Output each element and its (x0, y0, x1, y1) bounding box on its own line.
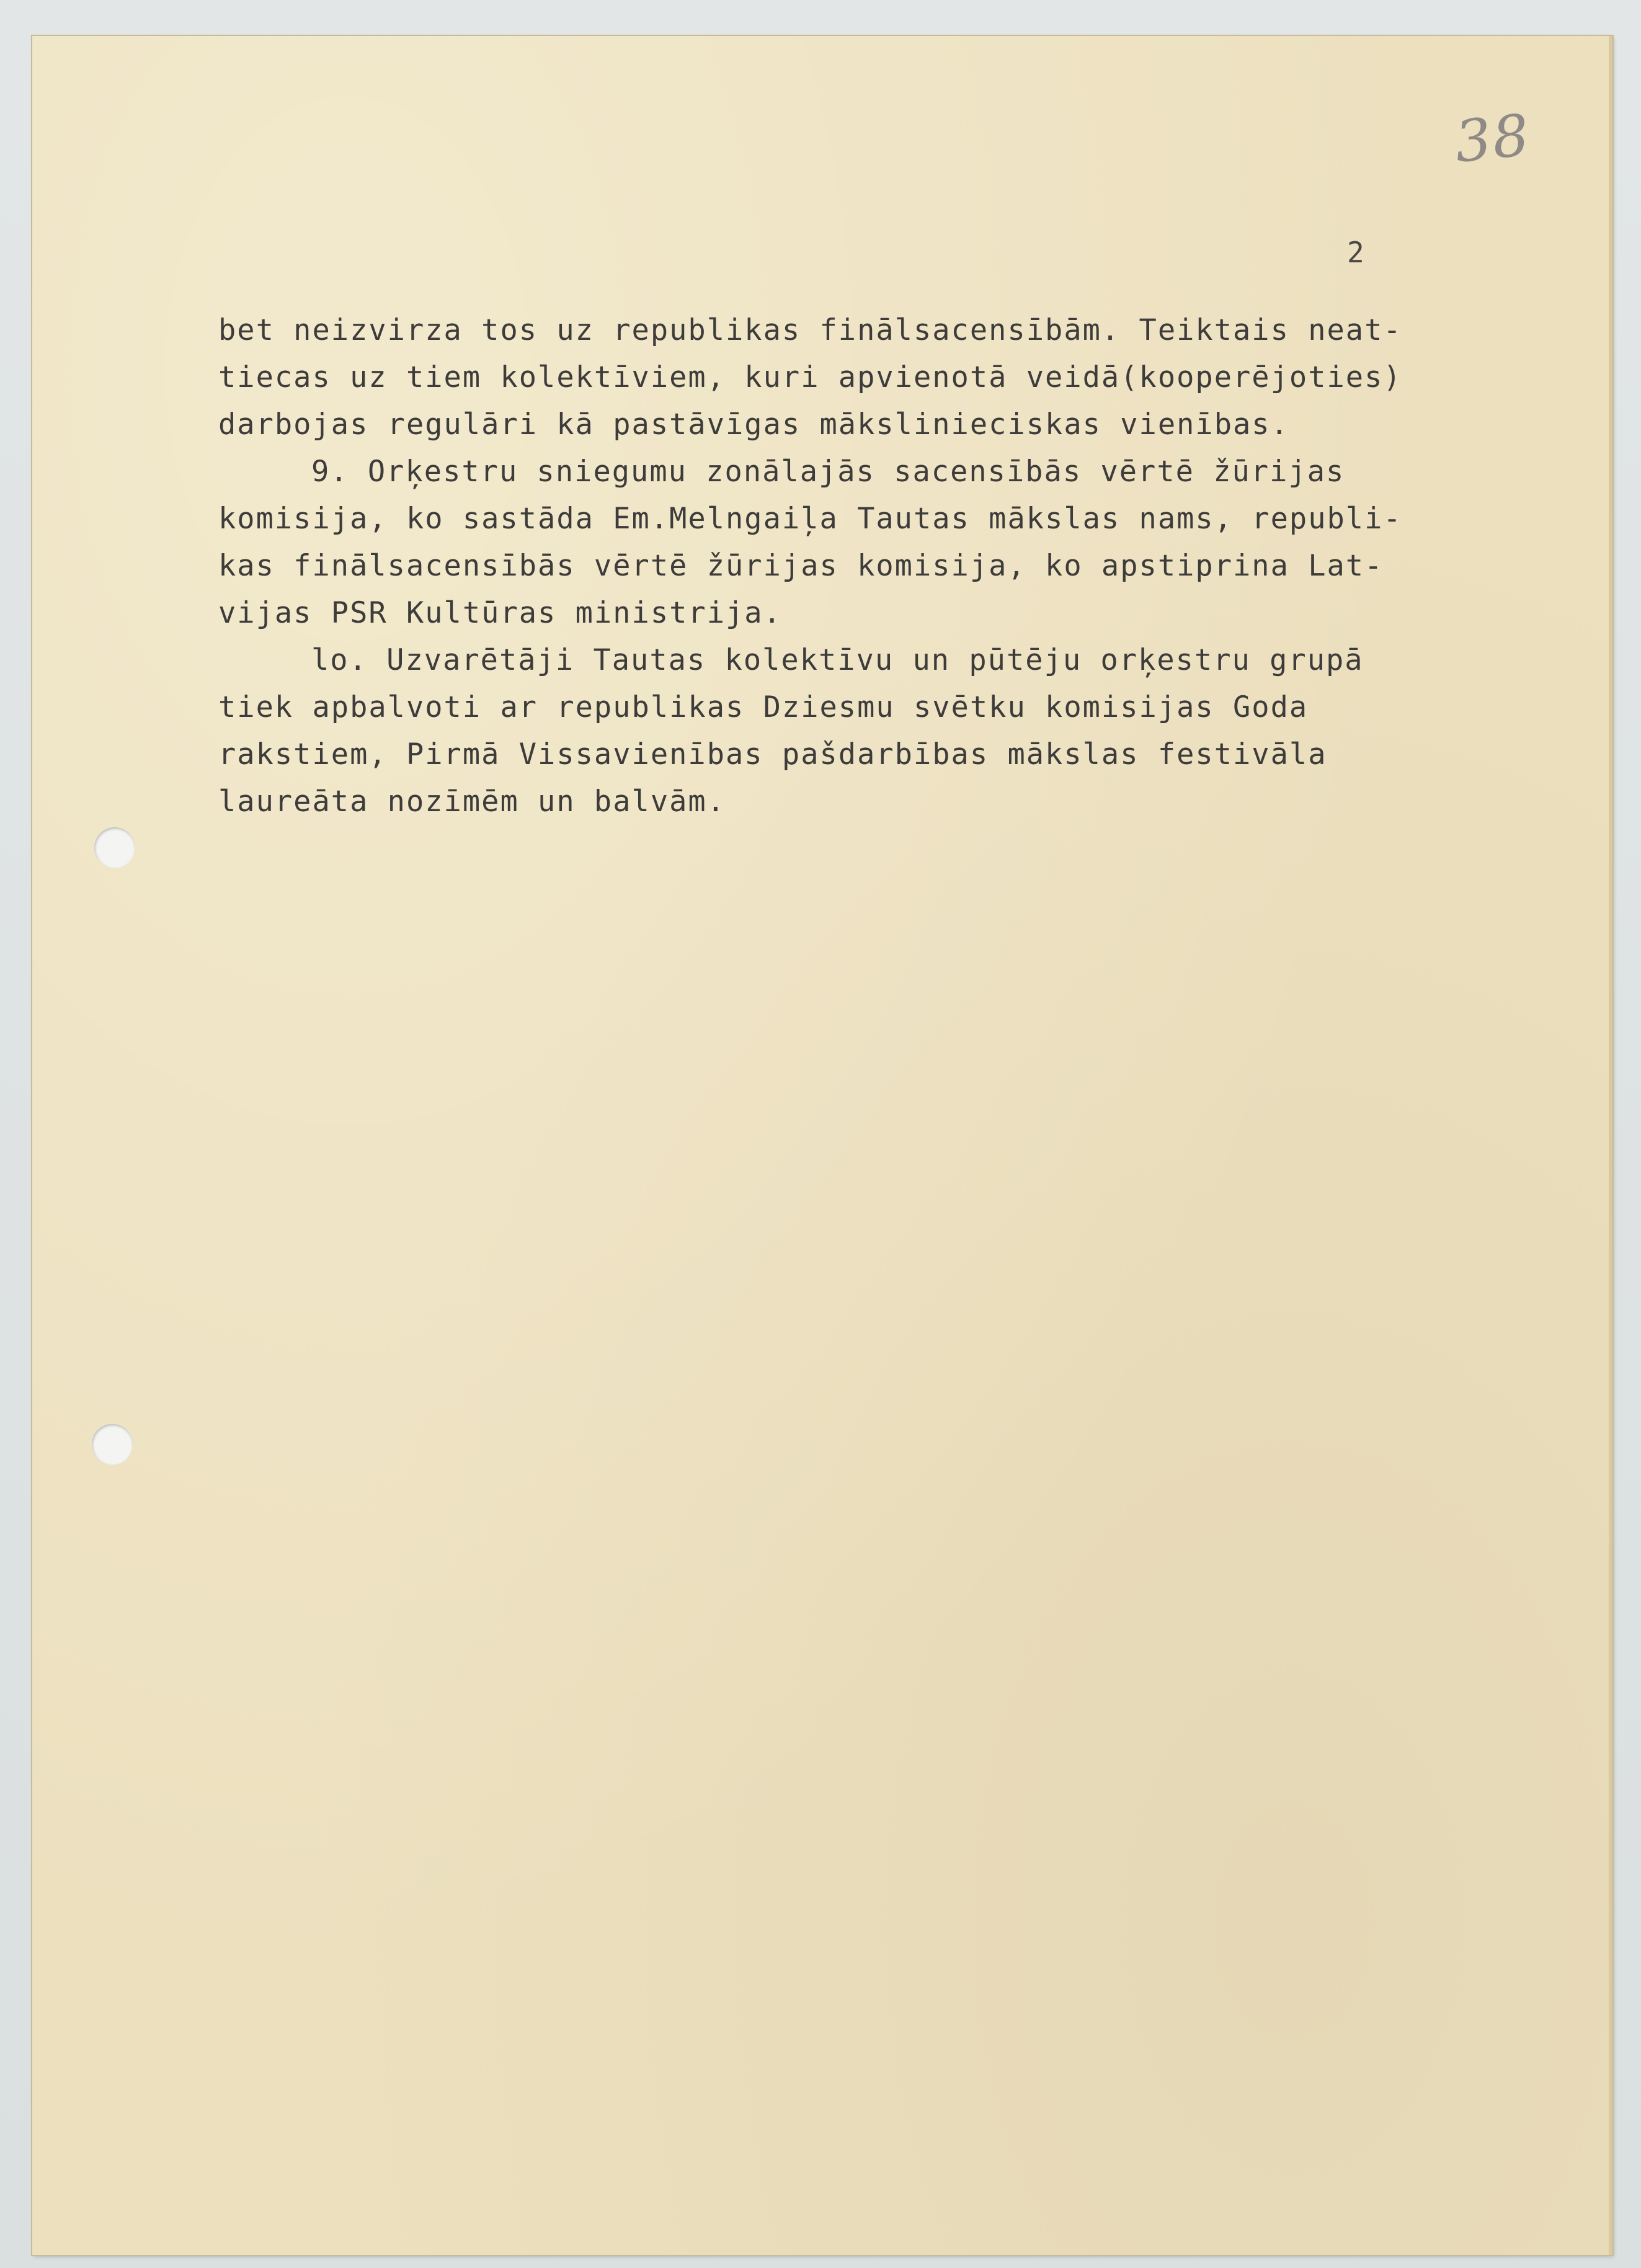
punch-hole-lower (92, 1424, 133, 1465)
text-line: tiek apbalvoti ar republikas Dziesmu svētku komisijas Goda (218, 690, 1309, 724)
text-line: komisija, ko sastāda Em.Melngaiļa Tautas mākslas nams, republi- (218, 502, 1402, 536)
typed-text-body (218, 307, 1496, 825)
page-number: 2 (1347, 236, 1364, 269)
text-line: tiecas uz tiem kolektīviem, kuri apvienotā veidā(kooperējoties) (218, 360, 1402, 394)
text-line: darbojas regulāri kā pastāvīgas mākslinieciskas vienības. (218, 407, 1289, 442)
text-line: kas finālsacensībās vērtē žūrijas komisija, ko apstiprina Lat- (218, 549, 1384, 583)
text-line: vijas PSR Kultūras ministrija. (218, 596, 782, 630)
paragraph-10-first-line: lo. Uzvarētāji Tautas kolektīvu un pūtēju orķestru grupā (311, 643, 1364, 677)
text-line: bet neizvirza tos uz republikas finālsacensībām. Teiktais neat- (218, 313, 1402, 347)
paragraph-9-first-line: 9. Orķestru sniegumu zonālajās sacensībās vērtē žūrijas (311, 455, 1345, 489)
handwritten-folio-number: 38 (1451, 101, 1534, 176)
punch-hole-upper (94, 827, 135, 868)
text-line: laureāta nozīmēm un balvām. (218, 785, 726, 819)
text-line: rakstiem, Pirmā Vissavienības pašdarbības mākslas festivāla (218, 737, 1327, 772)
